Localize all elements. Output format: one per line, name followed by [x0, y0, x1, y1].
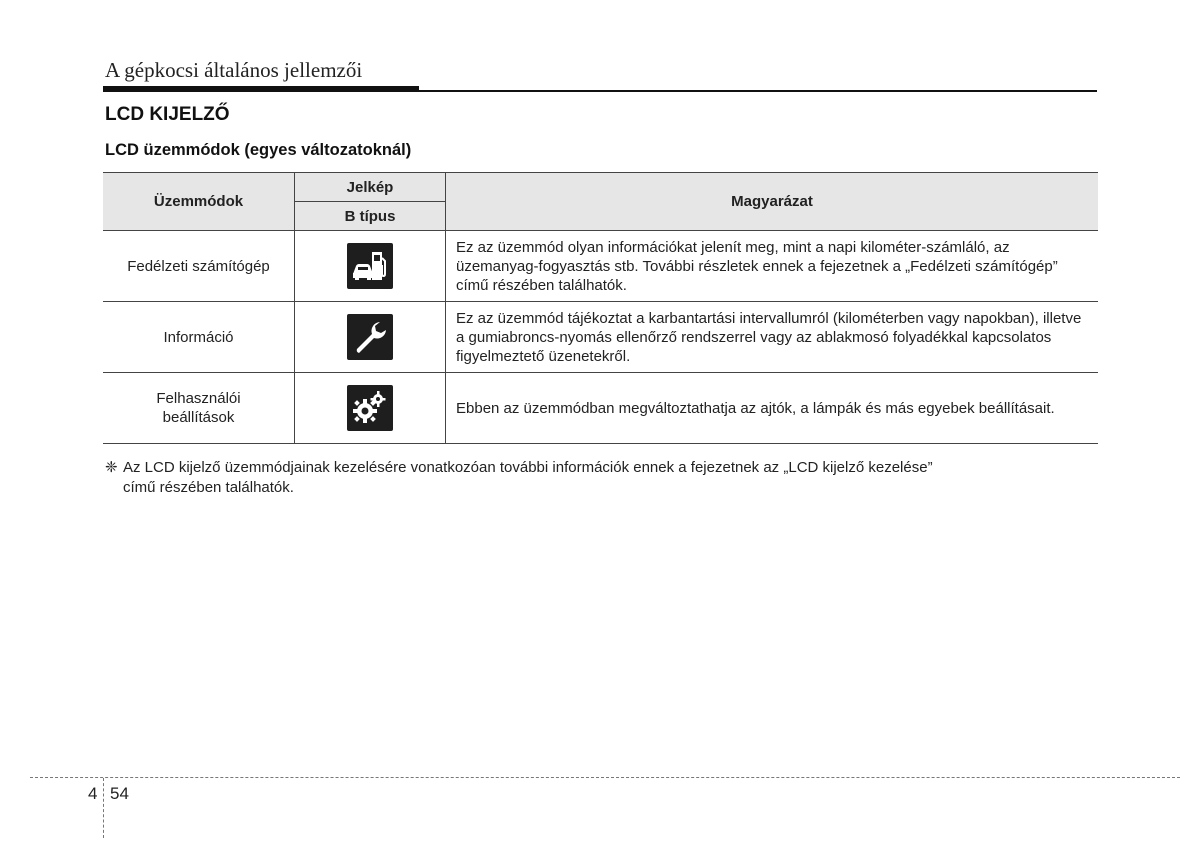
section-title: LCD KIJELZŐ	[105, 104, 230, 125]
mode-name	[103, 373, 295, 444]
mode-name-line2: beállítások	[162, 409, 235, 426]
footnote-marker: ❈	[105, 459, 118, 476]
page-number: 54	[110, 784, 129, 803]
table-row	[103, 231, 1098, 302]
lcd-modes-table	[103, 172, 1098, 444]
header-symbol-type: B típus	[295, 202, 446, 231]
running-header: A gépkocsi általános jellemzői	[105, 58, 363, 82]
mode-description: Ez az üzemmód tájékoztat a karbantartási intervallumról (kilométerben vagy napokban), illetve a gumiabroncs-nyomás ellenőrző rendszerrel vagy az ablakmosó folyadékkal kapcsolatos figyelmeztető üzenetekről.	[446, 302, 1099, 373]
footer-divider	[30, 777, 1180, 778]
mode-description: Ez az üzemmód olyan információkat jelenít meg, mint a napi kilométer-számláló, az üzemanyag-fogyasztás stb. További részletek ennek a fejezetnek a „Fedélzeti számítógép” című részében találhatók.	[446, 231, 1099, 302]
chapter-number: 4	[88, 784, 98, 803]
header-explanation: Magyarázat	[446, 173, 1099, 231]
mode-name: Információ	[103, 302, 295, 373]
footnote-text: Az LCD kijelző üzemmódjainak kezelésére vonatkozóan további információk ennek a fejezetnek az „LCD kijelző kezelése”	[123, 459, 933, 476]
footnote-text-line2: című részében találhatók.	[123, 479, 294, 496]
mode-name-line1: Felhasználói	[156, 390, 241, 407]
header-modes: Üzemmódok	[103, 173, 295, 231]
subsection-title: LCD üzemmódok (egyes változatoknál)	[105, 141, 412, 159]
table-row	[103, 373, 1098, 444]
header-rule-thick	[103, 86, 419, 92]
gears-icon	[347, 385, 393, 431]
footnote	[105, 458, 1097, 498]
mode-description: Ebben az üzemmódban megváltoztathatja az ajtók, a lámpák és más egyebek beállításait.	[446, 373, 1099, 444]
header-symbol: Jelkép	[295, 173, 446, 202]
footer-vertical-divider	[103, 778, 104, 838]
table-row	[103, 302, 1098, 373]
header-rule-thin	[419, 90, 1097, 92]
trip-computer-fuel-icon	[347, 243, 393, 289]
wrench-icon	[347, 314, 393, 360]
mode-name: Fedélzeti számítógép	[103, 231, 295, 302]
